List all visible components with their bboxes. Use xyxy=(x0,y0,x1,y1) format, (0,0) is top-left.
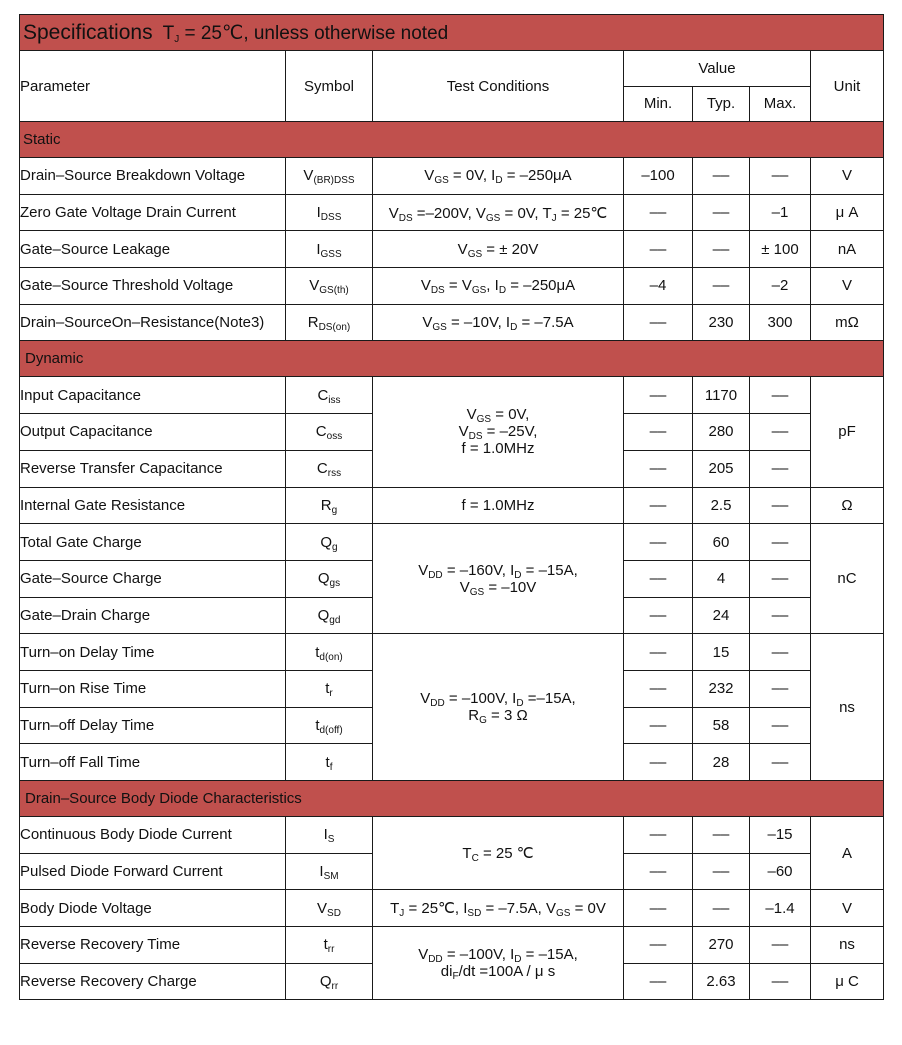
max-value-cell: –– xyxy=(750,450,811,487)
unit-cell: pF xyxy=(811,377,884,487)
symbol-letter: I xyxy=(319,863,324,881)
symbol-cell xyxy=(286,560,373,597)
test-condition-cell: $V_{DS} =-200V$, $V_{GS} = 0V$, $T_J$ = 25℃ xyxy=(373,194,624,231)
symbol-subscript: GS(th) xyxy=(319,285,349,297)
parameter-cell: Body Diode Voltage xyxy=(20,890,286,927)
symbol-subscript: iss xyxy=(328,394,341,406)
max-value-cell: –15 xyxy=(750,817,811,854)
typ-value-cell: –– xyxy=(693,231,750,268)
header-symbol: Symbol xyxy=(286,51,373,122)
symbol-cell xyxy=(286,524,373,561)
symbol-letter: V xyxy=(317,899,328,917)
header-test-conditions: Test Conditions xyxy=(373,51,624,122)
max-value-cell: –– xyxy=(750,560,811,597)
test-condition-cell: $V_{DD} = -160V$, $I_D = -15A$, $V_{GS} = -10V$ xyxy=(373,524,624,634)
min-value-cell: –– xyxy=(624,377,693,414)
symbol-letter: Q xyxy=(320,533,333,551)
unit-cell: ns xyxy=(811,927,884,964)
max-value-cell: –– xyxy=(750,414,811,451)
test-condition-cell: $T_J$ = 25℃, $I_{SD} = -7.5A$, $V_{GS} = 0V$ xyxy=(373,890,624,927)
parameter-cell: Pulsed Diode Forward Current xyxy=(20,853,286,890)
min-value-cell: –– xyxy=(624,304,693,341)
symbol-cell xyxy=(286,927,373,964)
typ-value-cell: 58 xyxy=(693,707,750,744)
symbol-letter: I xyxy=(316,240,321,258)
symbol-subscript: oss xyxy=(326,431,343,443)
typ-value-cell: 28 xyxy=(693,744,750,781)
parameter-cell: Turn–on Delay Time xyxy=(20,634,286,671)
typ-value-cell: 24 xyxy=(693,597,750,634)
parameter-cell: Internal Gate Resistance xyxy=(20,487,286,524)
header-max: Max. xyxy=(750,86,811,122)
symbol-letter: V xyxy=(303,167,314,185)
min-value-cell: –– xyxy=(624,414,693,451)
symbol-cell xyxy=(286,487,373,524)
symbol-subscript: r xyxy=(329,688,333,700)
parameter-cell: Gate–Source Threshold Voltage xyxy=(20,268,286,305)
parameter-cell: Gate–Drain Charge xyxy=(20,597,286,634)
symbol-letter: C xyxy=(316,460,328,478)
max-value-cell: –– xyxy=(750,377,811,414)
min-value-cell: –– xyxy=(624,744,693,781)
symbol-subscript: gs xyxy=(329,578,341,590)
symbol-letter: Q xyxy=(317,606,330,624)
typ-value-cell: 205 xyxy=(693,450,750,487)
parameter-cell: Gate–Source Leakage xyxy=(20,231,286,268)
header-typ: Typ. xyxy=(693,86,750,122)
unit-cell: V xyxy=(811,268,884,305)
symbol-subscript: rss xyxy=(327,468,342,480)
typ-value-cell: 2.5 xyxy=(693,487,750,524)
max-value-cell: –– xyxy=(750,744,811,781)
min-value-cell: –– xyxy=(624,634,693,671)
symbol-letter: t xyxy=(315,716,320,734)
section-diode: Drain–Source Body Diode Characteristics xyxy=(20,781,884,817)
symbol-subscript: SD xyxy=(327,907,341,919)
title-condition: $T_J$ = 25℃, unless otherwise noted xyxy=(162,22,449,45)
table-title xyxy=(20,15,884,51)
symbol-cell xyxy=(286,853,373,890)
symbol-subscript: g xyxy=(332,541,338,553)
parameter-cell: Drain–Source Breakdown Voltage xyxy=(20,158,286,195)
min-value-cell: –– xyxy=(624,927,693,964)
unit-cell: μ C xyxy=(811,963,884,1000)
parameter-cell: Turn–on Rise Time xyxy=(20,670,286,707)
header-value: Value xyxy=(624,51,811,87)
test-condition-cell: $V_{GS} = 0V$, $I_D = -250\mu A$ xyxy=(373,158,624,195)
typ-value-cell: 270 xyxy=(693,927,750,964)
parameter-cell: Gate–Source Charge xyxy=(20,560,286,597)
typ-value-cell: 2.63 xyxy=(693,963,750,1000)
parameter-cell: Continuous Body Diode Current xyxy=(20,817,286,854)
max-value-cell: –– xyxy=(750,670,811,707)
symbol-subscript: (BR)DSS xyxy=(313,175,355,187)
symbol-cell xyxy=(286,744,373,781)
min-value-cell: –– xyxy=(624,890,693,927)
symbol-letter: t xyxy=(315,643,320,661)
max-value-cell: –1 xyxy=(750,194,811,231)
parameter-cell: Drain–SourceOn–Resistance(Note3) xyxy=(20,304,286,341)
min-value-cell: –– xyxy=(624,450,693,487)
test-condition-cell: $V_{GS} = 0V$, $V_{DS} = -25V$, f = 1.0MHz xyxy=(373,377,624,487)
symbol-cell xyxy=(286,670,373,707)
symbol-letter: R xyxy=(307,314,319,332)
symbol-letter: V xyxy=(309,277,320,295)
typ-value-cell: –– xyxy=(693,890,750,927)
unit-cell: A xyxy=(811,817,884,890)
symbol-cell xyxy=(286,634,373,671)
max-value-cell: –– xyxy=(750,963,811,1000)
max-value-cell: –– xyxy=(750,927,811,964)
symbol-letter: t xyxy=(325,680,330,698)
unit-cell: V xyxy=(811,890,884,927)
parameter-cell: Reverse Recovery Time xyxy=(20,927,286,964)
parameter-cell: Turn–off Delay Time xyxy=(20,707,286,744)
symbol-subscript: DSS xyxy=(320,212,342,224)
min-value-cell: –– xyxy=(624,853,693,890)
header-min: Min. xyxy=(624,86,693,122)
symbol-subscript: rr xyxy=(331,981,339,993)
symbol-cell xyxy=(286,597,373,634)
parameter-cell: Zero Gate Voltage Drain Current xyxy=(20,194,286,231)
symbol-letter: t xyxy=(323,936,328,954)
test-condition-cell: $V_{DD} = -100V$, $I_D = -15A$, $di_F/dt =100A / \mu$ s xyxy=(373,927,624,1000)
typ-value-cell: –– xyxy=(693,853,750,890)
max-value-cell: ± 100 xyxy=(750,231,811,268)
symbol-subscript: DS(on) xyxy=(318,322,351,334)
header-unit: Unit xyxy=(811,51,884,122)
section-static: Static xyxy=(20,122,884,158)
symbol-cell xyxy=(286,231,373,268)
min-value-cell: –– xyxy=(624,524,693,561)
max-value-cell: –– xyxy=(750,487,811,524)
min-value-cell: –– xyxy=(624,487,693,524)
min-value-cell: –– xyxy=(624,231,693,268)
typ-value-cell: 232 xyxy=(693,670,750,707)
unit-cell: ns xyxy=(811,634,884,781)
min-value-cell: –100 xyxy=(624,158,693,195)
unit-cell: mΩ xyxy=(811,304,884,341)
symbol-cell xyxy=(286,890,373,927)
max-value-cell: –2 xyxy=(750,268,811,305)
unit-cell: nC xyxy=(811,524,884,634)
test-condition-cell: $V_{GS} = -10V$, $I_D = -7.5A$ xyxy=(373,304,624,341)
max-value-cell: 300 xyxy=(750,304,811,341)
symbol-cell xyxy=(286,268,373,305)
symbol-cell xyxy=(286,377,373,414)
typ-value-cell: 1170 xyxy=(693,377,750,414)
test-condition-cell: $T_C = 25$ ℃ xyxy=(373,817,624,890)
symbol-letter: Q xyxy=(317,570,330,588)
max-value-cell: –60 xyxy=(750,853,811,890)
typ-value-cell: 230 xyxy=(693,304,750,341)
symbol-letter: C xyxy=(315,423,327,441)
parameter-cell: Input Capacitance xyxy=(20,377,286,414)
min-value-cell: –4 xyxy=(624,268,693,305)
symbol-subscript: SM xyxy=(323,871,339,883)
test-condition-cell: $V_{DS} = V_{GS}$, $I_D = -250\mu A$ xyxy=(373,268,624,305)
specifications-table xyxy=(19,14,884,1000)
symbol-letter: C xyxy=(317,386,329,404)
symbol-subscript: rr xyxy=(327,944,335,956)
typ-value-cell: 15 xyxy=(693,634,750,671)
symbol-cell xyxy=(286,450,373,487)
min-value-cell: –– xyxy=(624,707,693,744)
symbol-letter: t xyxy=(325,753,330,771)
symbol-subscript: S xyxy=(327,834,335,846)
symbol-cell xyxy=(286,158,373,195)
symbol-cell xyxy=(286,707,373,744)
symbol-subscript: f xyxy=(329,761,333,773)
min-value-cell: –– xyxy=(624,194,693,231)
test-condition-cell: f = 1.0MHz xyxy=(373,487,624,524)
symbol-cell xyxy=(286,817,373,854)
typ-value-cell: 280 xyxy=(693,414,750,451)
symbol-subscript: gd xyxy=(329,614,341,626)
symbol-subscript: g xyxy=(331,504,338,516)
typ-value-cell: 4 xyxy=(693,560,750,597)
min-value-cell: –– xyxy=(624,597,693,634)
unit-cell: nA xyxy=(811,231,884,268)
symbol-letter: I xyxy=(323,826,328,844)
min-value-cell: –– xyxy=(624,560,693,597)
unit-cell: Ω xyxy=(811,487,884,524)
max-value-cell: –– xyxy=(750,597,811,634)
test-condition-cell: $V_{DD} = -100V$, $I_D =-15A$, $R_G = 3$ Ω xyxy=(373,634,624,781)
symbol-cell xyxy=(286,963,373,1000)
symbol-cell xyxy=(286,304,373,341)
max-value-cell: –– xyxy=(750,524,811,561)
min-value-cell: –– xyxy=(624,670,693,707)
typ-value-cell: 60 xyxy=(693,524,750,561)
symbol-letter: Q xyxy=(319,973,332,991)
section-dynamic: Dynamic xyxy=(20,341,884,377)
max-value-cell: –– xyxy=(750,707,811,744)
test-condition-cell: $V_{GS}$ = ± 20V xyxy=(373,231,624,268)
unit-cell: μ A xyxy=(811,194,884,231)
typ-value-cell: –– xyxy=(693,194,750,231)
max-value-cell: –– xyxy=(750,634,811,671)
parameter-cell: Reverse Transfer Capacitance xyxy=(20,450,286,487)
header-parameter: Parameter xyxy=(20,51,286,122)
unit-cell: V xyxy=(811,158,884,195)
symbol-cell xyxy=(286,194,373,231)
max-value-cell: –– xyxy=(750,158,811,195)
typ-value-cell: –– xyxy=(693,268,750,305)
symbol-letter: R xyxy=(320,496,332,514)
symbol-subscript: d(on) xyxy=(319,651,343,663)
parameter-cell: Total Gate Charge xyxy=(20,524,286,561)
parameter-cell: Output Capacitance xyxy=(20,414,286,451)
typ-value-cell: –– xyxy=(693,158,750,195)
parameter-cell: Turn–off Fall Time xyxy=(20,744,286,781)
typ-value-cell: –– xyxy=(693,817,750,854)
symbol-subscript: GSS xyxy=(320,248,342,260)
min-value-cell: –– xyxy=(624,963,693,1000)
parameter-cell: Reverse Recovery Charge xyxy=(20,963,286,1000)
symbol-subscript: d(off) xyxy=(319,724,343,736)
symbol-cell xyxy=(286,414,373,451)
max-value-cell: –1.4 xyxy=(750,890,811,927)
symbol-letter: I xyxy=(316,204,321,222)
min-value-cell: –– xyxy=(624,817,693,854)
title-main: Specifications xyxy=(23,20,153,44)
